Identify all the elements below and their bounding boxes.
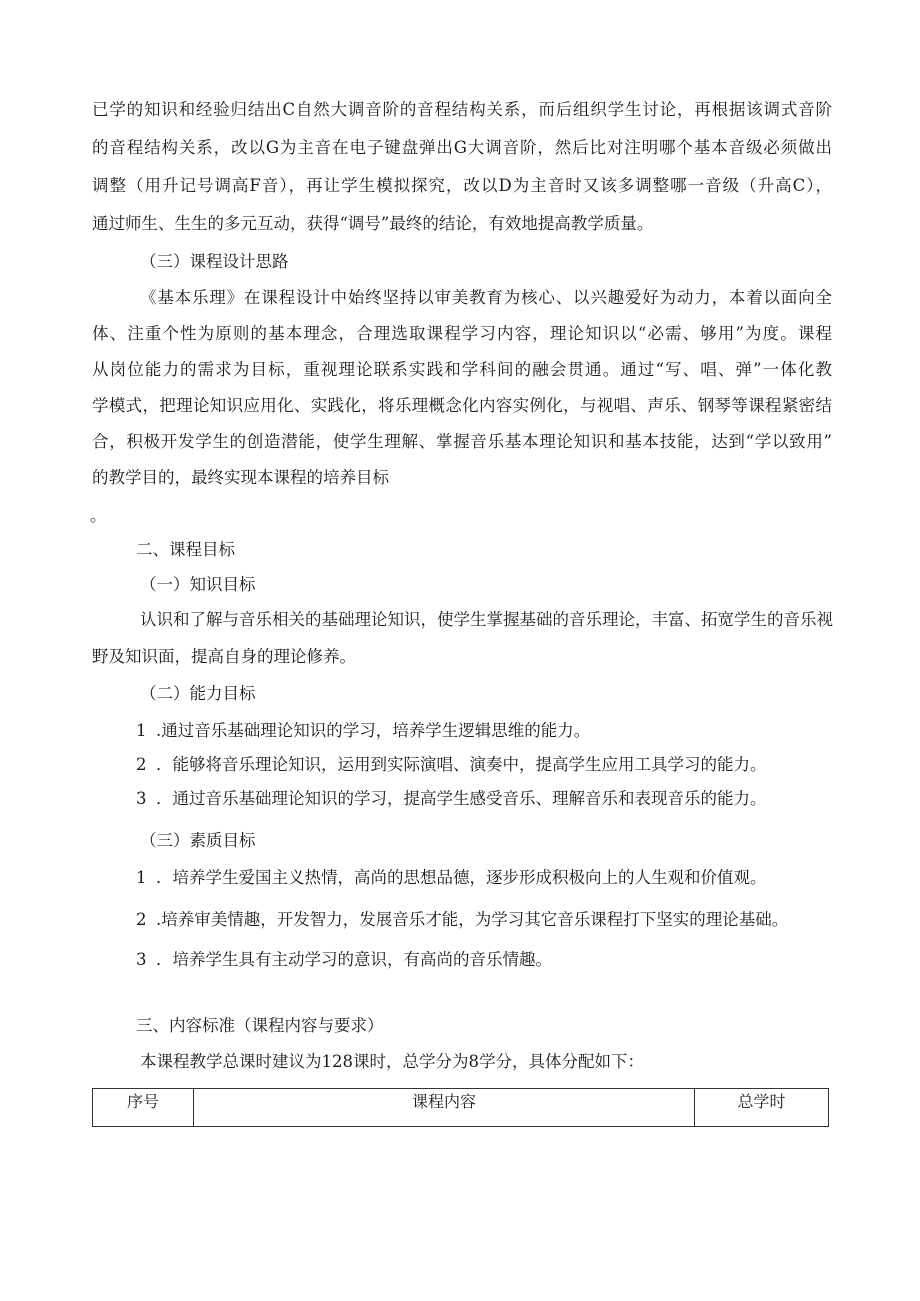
quality-item xyxy=(136,867,767,889)
table-header-hours: 总学时 xyxy=(695,1089,829,1127)
item-number: 1 xyxy=(136,721,147,740)
item-text: ．培养学生具有主动学习的意识，有高尚的音乐情趣。 xyxy=(156,950,552,969)
knowledge-line: 认识和了解与音乐相关的基础理论知识，使学生掌握基础的音乐理论，丰富、拓宽学生的音乐视 xyxy=(140,610,833,629)
design-heading: （三）课程设计思路 xyxy=(140,252,289,271)
design-line: 学模式，把理论知识应用化、实践化，将乐理概念化内容实例化，与视唱、声乐、钢琴等课程紧密结 xyxy=(92,396,832,415)
design-line: 体、注重个性为原则的基本理念，合理选取课程学习内容，理论知识以“必需、够用”为度。课程 xyxy=(92,324,832,343)
knowledge-line: 野及知识面，提高自身的理论修养。 xyxy=(92,647,356,666)
course-table xyxy=(92,1088,829,1127)
ability-heading: （二）能力目标 xyxy=(140,684,256,703)
table-header-content: 课程内容 xyxy=(194,1089,695,1127)
content-summary: 本课程教学总课时建议为128课时，总学分为8学分，具体分配如下： xyxy=(140,1052,644,1071)
item-text: .培养审美情趣，开发智力，发展音乐才能，为学习其它音乐课程打下坚实的理论基础。 xyxy=(156,910,789,929)
item-text: .通过音乐基础理论知识的学习，培养学生逻辑思维的能力。 xyxy=(156,721,591,740)
quality-heading: （三）素质目标 xyxy=(140,831,256,850)
item-text: ．通过音乐基础理论知识的学习，提高学生感受音乐、理解音乐和表现音乐的能力。 xyxy=(156,789,767,808)
design-line: 《基本乐理》在课程设计中始终坚持以审美教育为核心、以兴趣爱好为动力，本着以面向全 xyxy=(140,288,832,307)
table-header-index: 序号 xyxy=(93,1089,194,1127)
intro-line: 的音程结构关系，改以G为主音在电子键盘弹出G大调音阶，然后比对注明哪个基本音级必须做出 xyxy=(92,138,832,157)
item-number: 3 xyxy=(136,789,147,808)
content-heading: 三、内容标准（课程内容与要求） xyxy=(136,1016,384,1035)
ability-item xyxy=(136,720,590,742)
quality-item xyxy=(136,949,552,971)
table-header-row xyxy=(93,1089,829,1127)
item-text: ．培养学生爱国主义热情，高尚的思想品德，逐步形成积极向上的人生观和价值观。 xyxy=(156,868,767,887)
intro-line: 调整（用升记号调高F音），再让学生模拟探究，改以D为主音时又该多调整哪一音级（升高C）， xyxy=(92,176,832,195)
design-line: 从岗位能力的需求为目标，重视理论联系实践和学科间的融会贯通。通过“写、唱、弹”一体化教 xyxy=(92,360,832,379)
item-text: ．能够将音乐理论知识，运用到实际演唱、演奏中，提高学生应用工具学习的能力。 xyxy=(156,755,767,774)
item-number: 3 xyxy=(136,950,147,969)
item-number: 2 xyxy=(136,910,147,929)
ability-item xyxy=(136,754,767,776)
item-number: 2 xyxy=(136,755,147,774)
goals-heading: 二、课程目标 xyxy=(136,540,235,559)
intro-line: 已学的知识和经验归结出C自然大调音阶的音程结构关系，而后组织学生讨论，再根据该调式音阶 xyxy=(92,100,832,119)
knowledge-heading: （一）知识目标 xyxy=(140,575,256,594)
intro-line: 通过师生、生生的多元互动，获得“调号”最终的结论，有效地提高教学质量。 xyxy=(92,214,654,233)
item-number: 1 xyxy=(136,868,147,887)
design-line: 的教学目的，最终实现本课程的培养目标 xyxy=(92,468,389,487)
trailing-period: 。 xyxy=(90,506,107,525)
design-line: 合，积极开发学生的创造潜能，使学生理解、掌握音乐基本理论知识和基本技能，达到“学以致用” xyxy=(92,432,832,451)
ability-item xyxy=(136,788,767,810)
quality-item xyxy=(136,909,788,931)
